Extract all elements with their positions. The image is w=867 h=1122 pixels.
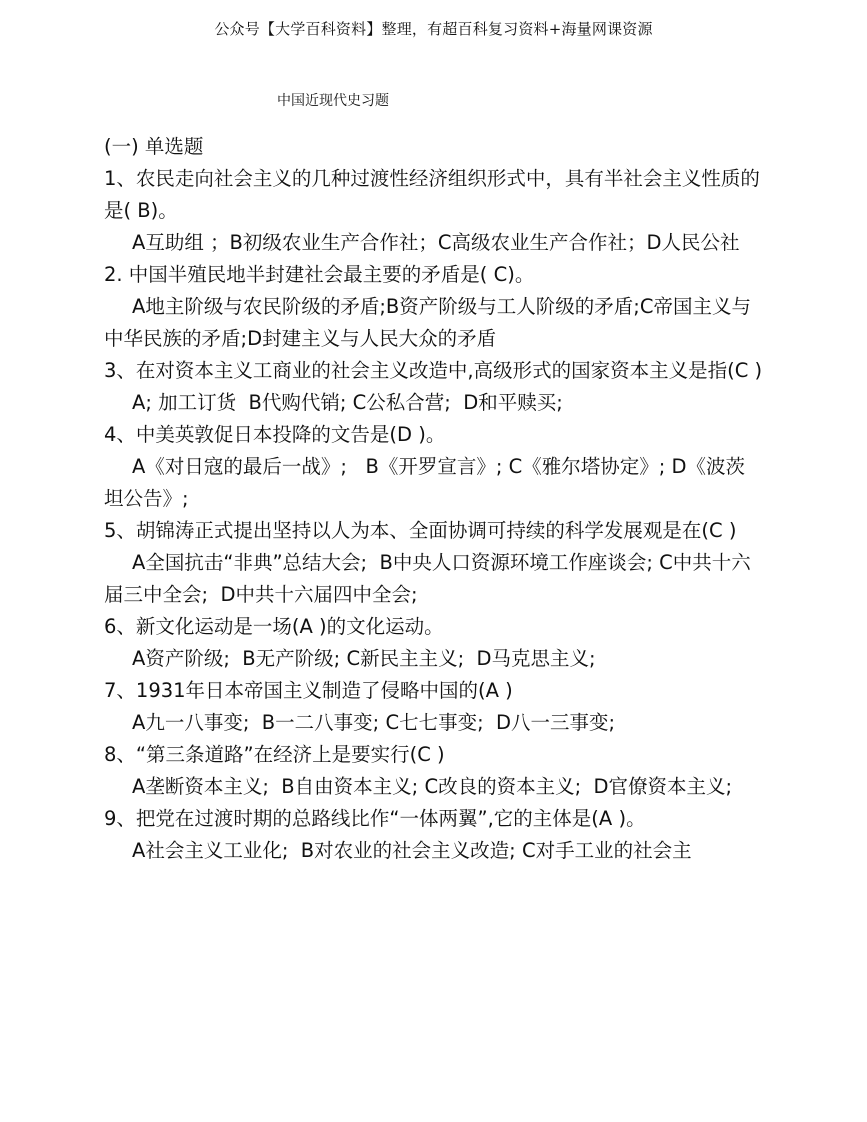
question-stem: 2. 中国半殖民地半封建社会最主要的矛盾是( C)。 <box>104 263 535 286</box>
question-stem: 8、“第三条道路”在经济上是要实行(C ) <box>104 743 445 766</box>
question-3 <box>104 355 764 419</box>
question-stem: 3、在对资本主义工商业的社会主义改造中,高级形式的国家资本主义是指(C ) <box>104 359 763 382</box>
question-options: A地主阶级与农民阶级的矛盾;B资产阶级与工人阶级的矛盾;C帝国主义与中华民族的矛盾;D封建主义与人民大众的矛盾 <box>104 295 751 350</box>
question-stem: 5、胡锦涛正式提出坚持以人为本、全面协调可持续的科学发展观是在(C ) <box>104 519 737 542</box>
section-heading: (一) 单选题 <box>104 135 204 158</box>
question-list <box>104 131 764 867</box>
question-stem: 6、新文化运动是一场(A )的文化运动。 <box>104 615 444 638</box>
question-2 <box>104 259 764 355</box>
question-options: A互助组 ；B初级农业生产合作社；C高级农业生产合作社；D人民公社 <box>132 231 740 254</box>
question-1 <box>104 163 764 259</box>
question-options: A; 加工订货 B代购代销; C公私合营; D和平赎买; <box>132 391 563 414</box>
question-4 <box>104 419 764 515</box>
question-7 <box>104 675 764 739</box>
document-title: 中国近现代史习题 <box>277 93 389 109</box>
question-options: A全国抗击“非典”总结大会; B中央人口资源环境工作座谈会; C中共十六届三中全会; D中共十六届四中全会; <box>104 551 751 606</box>
question-stem: 9、把党在过渡时期的总路线比作“一体两翼”,它的主体是(A )。 <box>104 807 646 830</box>
question-options: A垄断资本主义; B自由资本主义; C改良的资本主义; D官僚资本主义; <box>132 775 733 798</box>
question-stem: 7、1931年日本帝国主义制造了侵略中国的(A ) <box>104 679 513 702</box>
question-6 <box>104 611 764 675</box>
question-stem: 1、农民走向社会主义的几种过渡性经济组织形式中，具有半社会主义性质的是( B)。 <box>104 167 760 222</box>
question-8 <box>104 739 764 803</box>
question-options: A资产阶级; B无产阶级; C新民主主义; D马克思主义; <box>132 647 596 670</box>
question-options: A《对日寇的最后一战》; B《开罗宣言》; C《雅尔塔协定》; D《波茨坦公告》; <box>104 455 746 510</box>
question-options: A社会主义工业化; B对农业的社会主义改造; C对手工业的社会主 <box>132 839 692 862</box>
question-stem: 4、中美英敦促日本投降的文告是(D )。 <box>104 423 446 446</box>
question-5 <box>104 515 764 611</box>
question-options: A九一八事变; B一二八事变; C七七事变; D八一三事变; <box>132 711 616 734</box>
question-9 <box>104 803 764 867</box>
page-header: 公众号【大学百科资料】整理，有超百科复习资料+海量网课资源 <box>214 20 653 38</box>
